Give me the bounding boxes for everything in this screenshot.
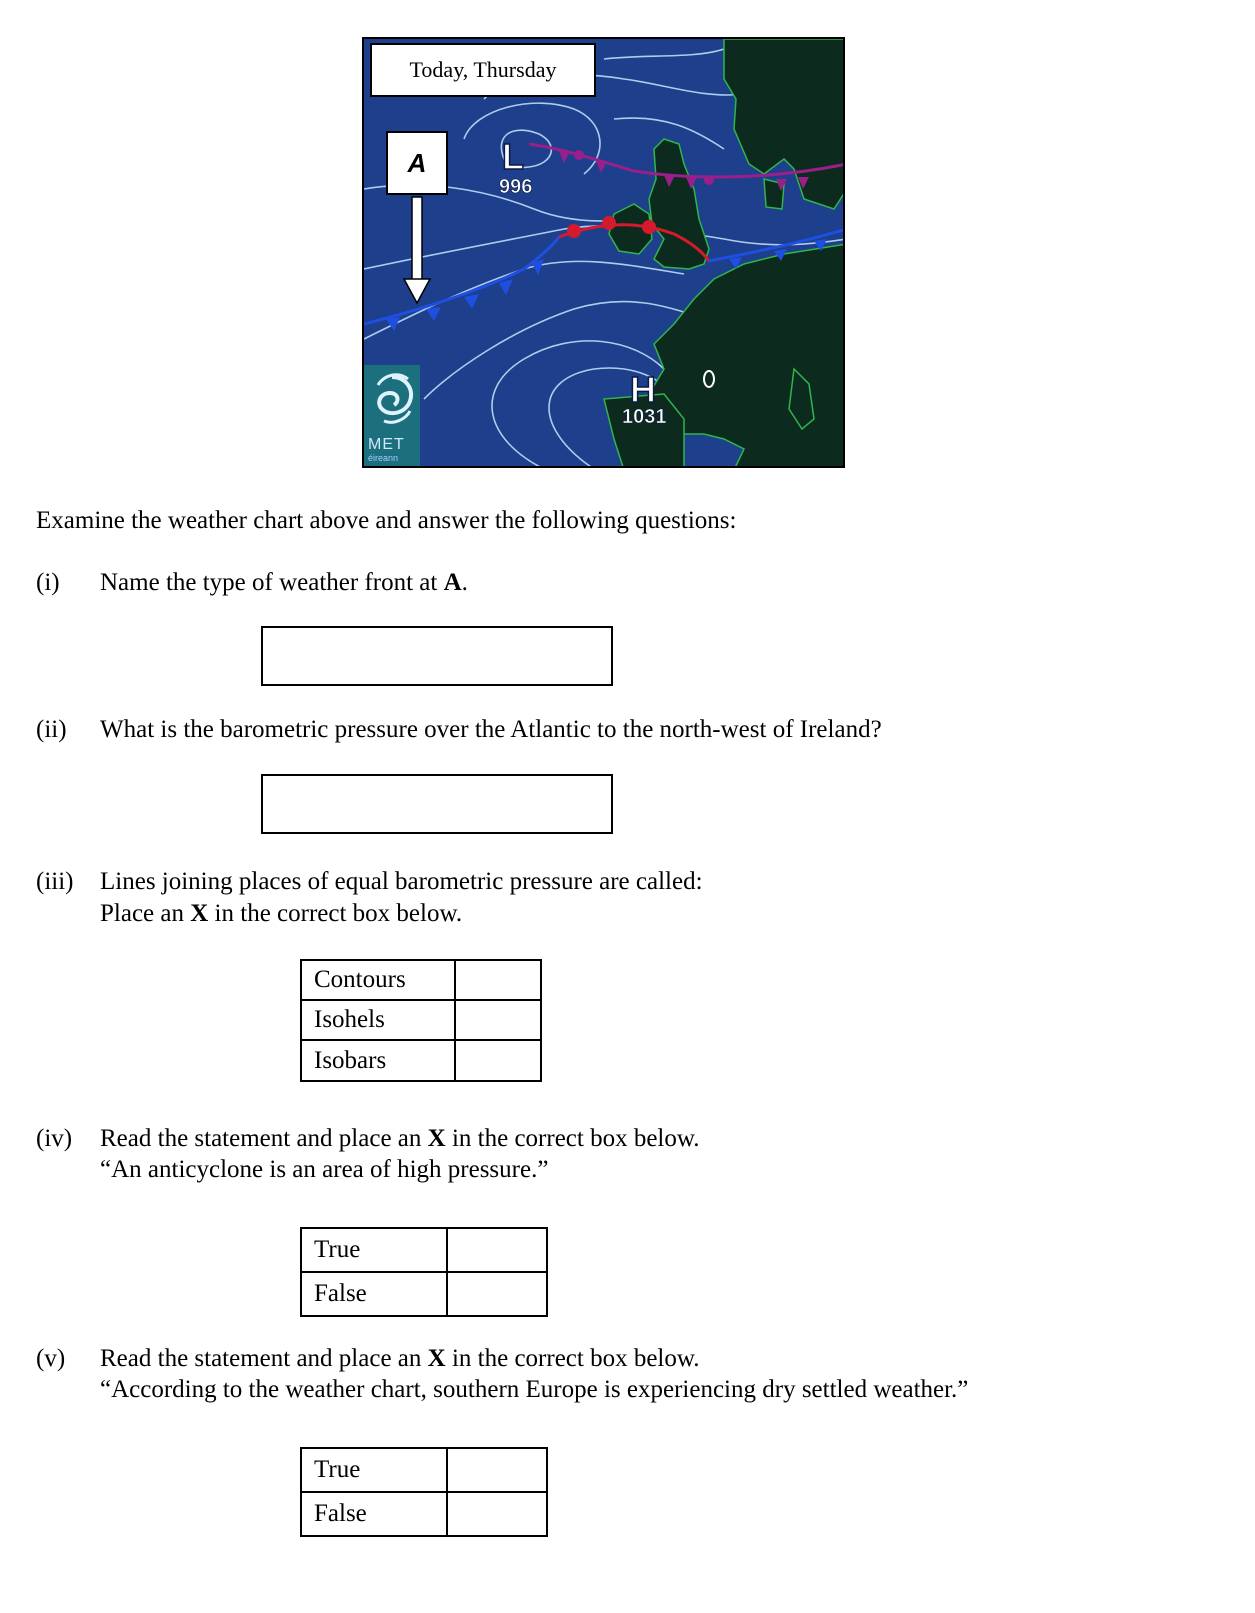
q5-option-row — [301, 1492, 547, 1536]
intro-text: Examine the weather chart above and answer the following questions: — [36, 507, 737, 534]
q3-options-table — [300, 959, 542, 1082]
q5-option-row — [301, 1448, 547, 1492]
q3-number: (iii) — [36, 868, 74, 895]
weather-chart — [362, 37, 845, 468]
q5-line1-bold: X — [427, 1345, 446, 1372]
q4-option-box-true[interactable] — [447, 1228, 547, 1272]
q5-option-box-false[interactable] — [447, 1492, 547, 1536]
q3-option-box-contours[interactable] — [455, 960, 541, 1000]
met-logo-subtext: éireann — [368, 453, 399, 463]
q4-option-row — [301, 1272, 547, 1316]
q4-line1-end: in the correct box below. — [445, 1125, 700, 1152]
high-pressure-value: 1031 — [622, 406, 667, 428]
q4-option-label: False — [301, 1272, 447, 1316]
q3-option-label: Isohels — [301, 1000, 455, 1040]
q5-number: (v) — [36, 1345, 66, 1372]
q1-text — [100, 567, 468, 598]
q3-option-label: Isobars — [301, 1040, 455, 1081]
q4-number: (iv) — [36, 1125, 73, 1152]
q2-number: (ii) — [36, 716, 67, 743]
low-pressure-value: 996 — [499, 176, 533, 198]
low-pressure-letter: L — [502, 136, 524, 177]
met-swirl-icon — [364, 365, 420, 435]
high-pressure-letter: H — [630, 369, 656, 410]
q1-answer-box[interactable] — [261, 626, 613, 686]
front-label-a: A — [386, 131, 448, 195]
q5-line1 — [100, 1343, 700, 1374]
weather-map-graphic — [364, 39, 845, 468]
q1-number: (i) — [36, 569, 60, 596]
met-logo-text: MET — [368, 436, 405, 453]
q1-text-end: . — [461, 569, 468, 596]
met-eireann-logo — [364, 365, 420, 468]
q3-option-box-isobars[interactable] — [455, 1040, 541, 1081]
q3-line2-bold: X — [190, 900, 209, 927]
q4-line1 — [100, 1123, 700, 1154]
q5-line1-end: in the correct box below. — [445, 1345, 700, 1372]
cold-front — [364, 237, 559, 331]
q5-option-label: True — [301, 1448, 447, 1492]
q3-option-row — [301, 1040, 541, 1081]
q4-options-table — [300, 1227, 548, 1317]
q2-answer-box[interactable] — [261, 774, 613, 834]
q4-option-row — [301, 1228, 547, 1272]
q3-line2-start: Place an — [100, 900, 191, 927]
q1-text-start: Name the type of weather front at — [100, 569, 444, 596]
q3-line2 — [100, 898, 462, 929]
q3-option-label: Contours — [301, 960, 455, 1000]
q3-line1: Lines joining places of equal barometric pressure are called: — [100, 868, 703, 895]
q4-line1-start: Read the statement and place an — [100, 1125, 428, 1152]
q5-statement: “According to the weather chart, southern Europe is experiencing dry settled weather.” — [100, 1376, 969, 1403]
chart-title: Today, Thursday — [370, 43, 596, 97]
q5-options-table — [300, 1447, 548, 1537]
q4-option-label: True — [301, 1228, 447, 1272]
q2-text: What is the barometric pressure over the Atlantic to the north-west of Ireland? — [100, 716, 882, 743]
q3-line2-end: in the correct box below. — [208, 900, 463, 927]
q5-line1-start: Read the statement and place an — [100, 1345, 428, 1372]
arrow-a — [404, 197, 430, 303]
q3-option-row — [301, 960, 541, 1000]
q5-option-label: False — [301, 1492, 447, 1536]
q1-text-bold: A — [443, 569, 462, 596]
q4-option-box-false[interactable] — [447, 1272, 547, 1316]
q5-option-box-true[interactable] — [447, 1448, 547, 1492]
q4-line1-bold: X — [427, 1125, 446, 1152]
q4-statement: “An anticyclone is an area of high pressure.” — [100, 1156, 549, 1183]
q3-option-box-isohels[interactable] — [455, 1000, 541, 1040]
q3-option-row — [301, 1000, 541, 1040]
